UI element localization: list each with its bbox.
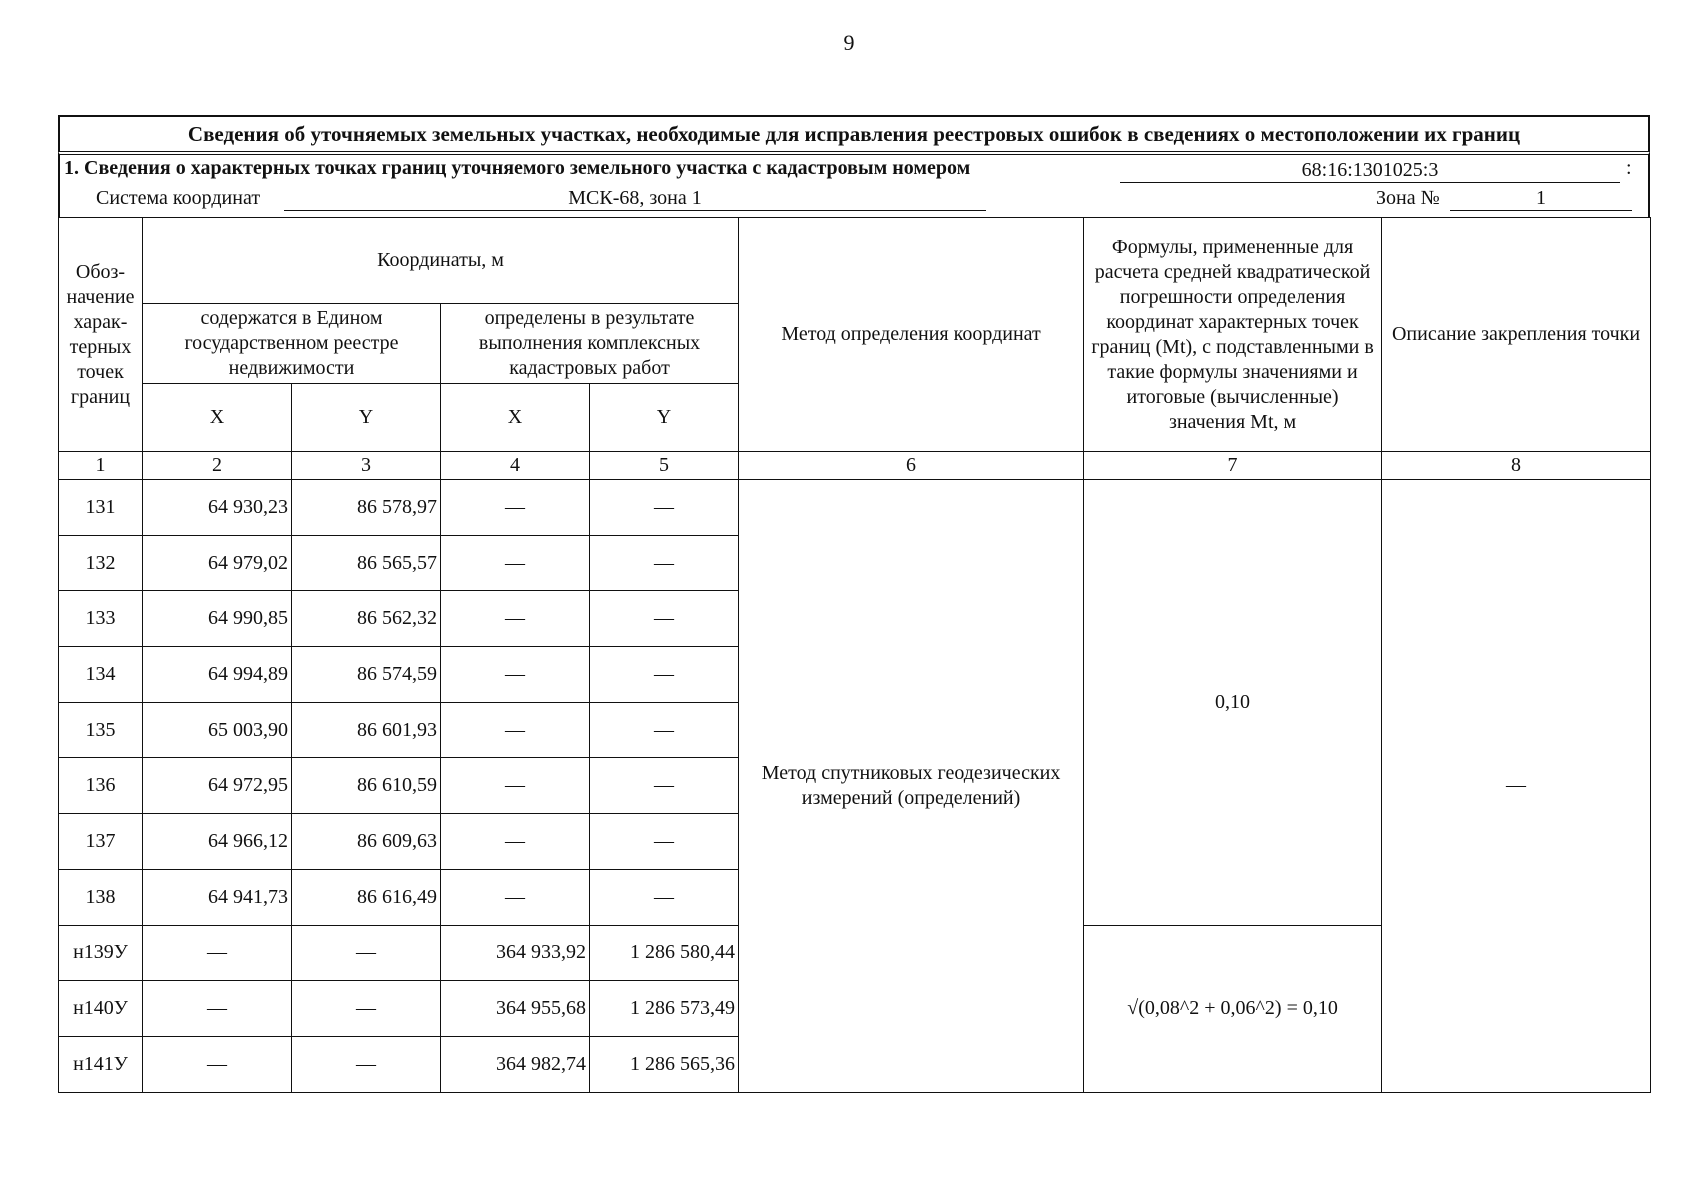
y-egrn: 86 578,97 — [292, 480, 441, 536]
x-kkr: — — [441, 647, 590, 703]
table-row — [59, 480, 1651, 536]
y-egrn: 86 609,63 — [292, 814, 441, 870]
x-egrn: 64 930,23 — [143, 480, 292, 536]
y-egrn: 86 574,59 — [292, 647, 441, 703]
point-id: 131 — [59, 480, 143, 536]
y-egrn: — — [292, 1036, 441, 1092]
header-description: Описание закрепления точки — [1382, 218, 1651, 452]
x-kkr: — — [441, 814, 590, 870]
x-kkr: — — [441, 480, 590, 536]
header-method: Метод определения координат — [739, 218, 1084, 452]
y-kkr: 1 286 573,49 — [590, 981, 739, 1037]
section-heading: 1. Сведения о характерных точках границ уточняемого земельного участка с кадастровым номером — [64, 157, 971, 179]
points-table — [58, 217, 1651, 1093]
column-number: 8 — [1382, 452, 1651, 480]
point-id: 137 — [59, 814, 143, 870]
header-point-designation: Обоз-начение харак-терных точек границ — [59, 218, 143, 452]
x-kkr: — — [441, 869, 590, 925]
y-kkr: — — [590, 702, 739, 758]
header-y-egrn: Y — [292, 384, 441, 452]
document-title: Сведения об уточняемых земельных участках, необходимые для исправления реестровых ошибок в сведениях о местоположении их границ — [58, 115, 1650, 151]
coord-system-value: МСК-68, зона 1 — [284, 185, 986, 211]
header-coordinates: Координаты, м — [143, 218, 739, 304]
point-id: 138 — [59, 869, 143, 925]
y-kkr: — — [590, 814, 739, 870]
zone-value: 1 — [1450, 185, 1632, 211]
y-kkr: — — [590, 535, 739, 591]
column-number: 5 — [590, 452, 739, 480]
x-kkr: — — [441, 702, 590, 758]
column-number: 1 — [59, 452, 143, 480]
section-info — [58, 151, 1650, 217]
description-value: — — [1382, 480, 1651, 1093]
x-egrn: 64 990,85 — [143, 591, 292, 647]
x-egrn: 65 003,90 — [143, 702, 292, 758]
column-number: 3 — [292, 452, 441, 480]
point-id: н139У — [59, 925, 143, 981]
mt-formula: √(0,08^2 + 0,06^2) = 0,10 — [1084, 925, 1382, 1092]
x-kkr: 364 955,68 — [441, 981, 590, 1037]
header-x-egrn: X — [143, 384, 292, 452]
point-id: 134 — [59, 647, 143, 703]
column-number: 2 — [143, 452, 292, 480]
x-egrn: 64 994,89 — [143, 647, 292, 703]
point-id: н140У — [59, 981, 143, 1037]
y-kkr: — — [590, 591, 739, 647]
header-y-kkr: Y — [590, 384, 739, 452]
cadastral-number: 68:16:1301025:3 — [1120, 157, 1620, 183]
x-kkr: 364 982,74 — [441, 1036, 590, 1092]
y-kkr: — — [590, 758, 739, 814]
mt-value: 0,10 — [1084, 480, 1382, 926]
x-egrn: — — [143, 1036, 292, 1092]
page-number: 9 — [843, 30, 855, 55]
y-egrn: 86 616,49 — [292, 869, 441, 925]
x-egrn: 64 979,02 — [143, 535, 292, 591]
point-id: 135 — [59, 702, 143, 758]
coord-system-label: Система координат — [96, 187, 261, 209]
y-egrn: — — [292, 981, 441, 1037]
header-formulas: Формулы, примененные для расчета средней квадратической погрешности определения координат характерных точек границ (Mt), с подставленными в такие формулы значениями и итоговые (вычисленные) значения Mt, м — [1084, 218, 1382, 452]
method-value: Метод спутниковых геодезических измерений (определений) — [739, 480, 1084, 1093]
x-kkr: 364 933,92 — [441, 925, 590, 981]
point-id: 132 — [59, 535, 143, 591]
colon-mark: : — [1626, 157, 1632, 179]
document-form — [58, 115, 1650, 1093]
zone-label: Зона № — [1376, 187, 1440, 209]
x-kkr: — — [441, 591, 590, 647]
header-egrn: содержатся в Едином государственном реестре недвижимости — [143, 304, 441, 384]
x-egrn: 64 966,12 — [143, 814, 292, 870]
x-kkr: — — [441, 758, 590, 814]
column-number: 4 — [441, 452, 590, 480]
point-id: 136 — [59, 758, 143, 814]
x-egrn: 64 941,73 — [143, 869, 292, 925]
y-egrn: 86 601,93 — [292, 702, 441, 758]
y-egrn: 86 562,32 — [292, 591, 441, 647]
column-number: 6 — [739, 452, 1084, 480]
x-kkr: — — [441, 535, 590, 591]
x-egrn: — — [143, 981, 292, 1037]
header-kkr: определены в результате выполнения комплексных кадастровых работ — [441, 304, 739, 384]
y-egrn: 86 565,57 — [292, 535, 441, 591]
y-kkr: — — [590, 647, 739, 703]
point-id: 133 — [59, 591, 143, 647]
y-kkr: 1 286 565,36 — [590, 1036, 739, 1092]
y-egrn: 86 610,59 — [292, 758, 441, 814]
column-numbers-row — [59, 452, 1651, 480]
x-egrn: 64 972,95 — [143, 758, 292, 814]
column-number: 7 — [1084, 452, 1382, 480]
y-egrn: — — [292, 925, 441, 981]
point-id: н141У — [59, 1036, 143, 1092]
header-x-kkr: X — [441, 384, 590, 452]
y-kkr: — — [590, 869, 739, 925]
y-kkr: — — [590, 480, 739, 536]
y-kkr: 1 286 580,44 — [590, 925, 739, 981]
x-egrn: — — [143, 925, 292, 981]
